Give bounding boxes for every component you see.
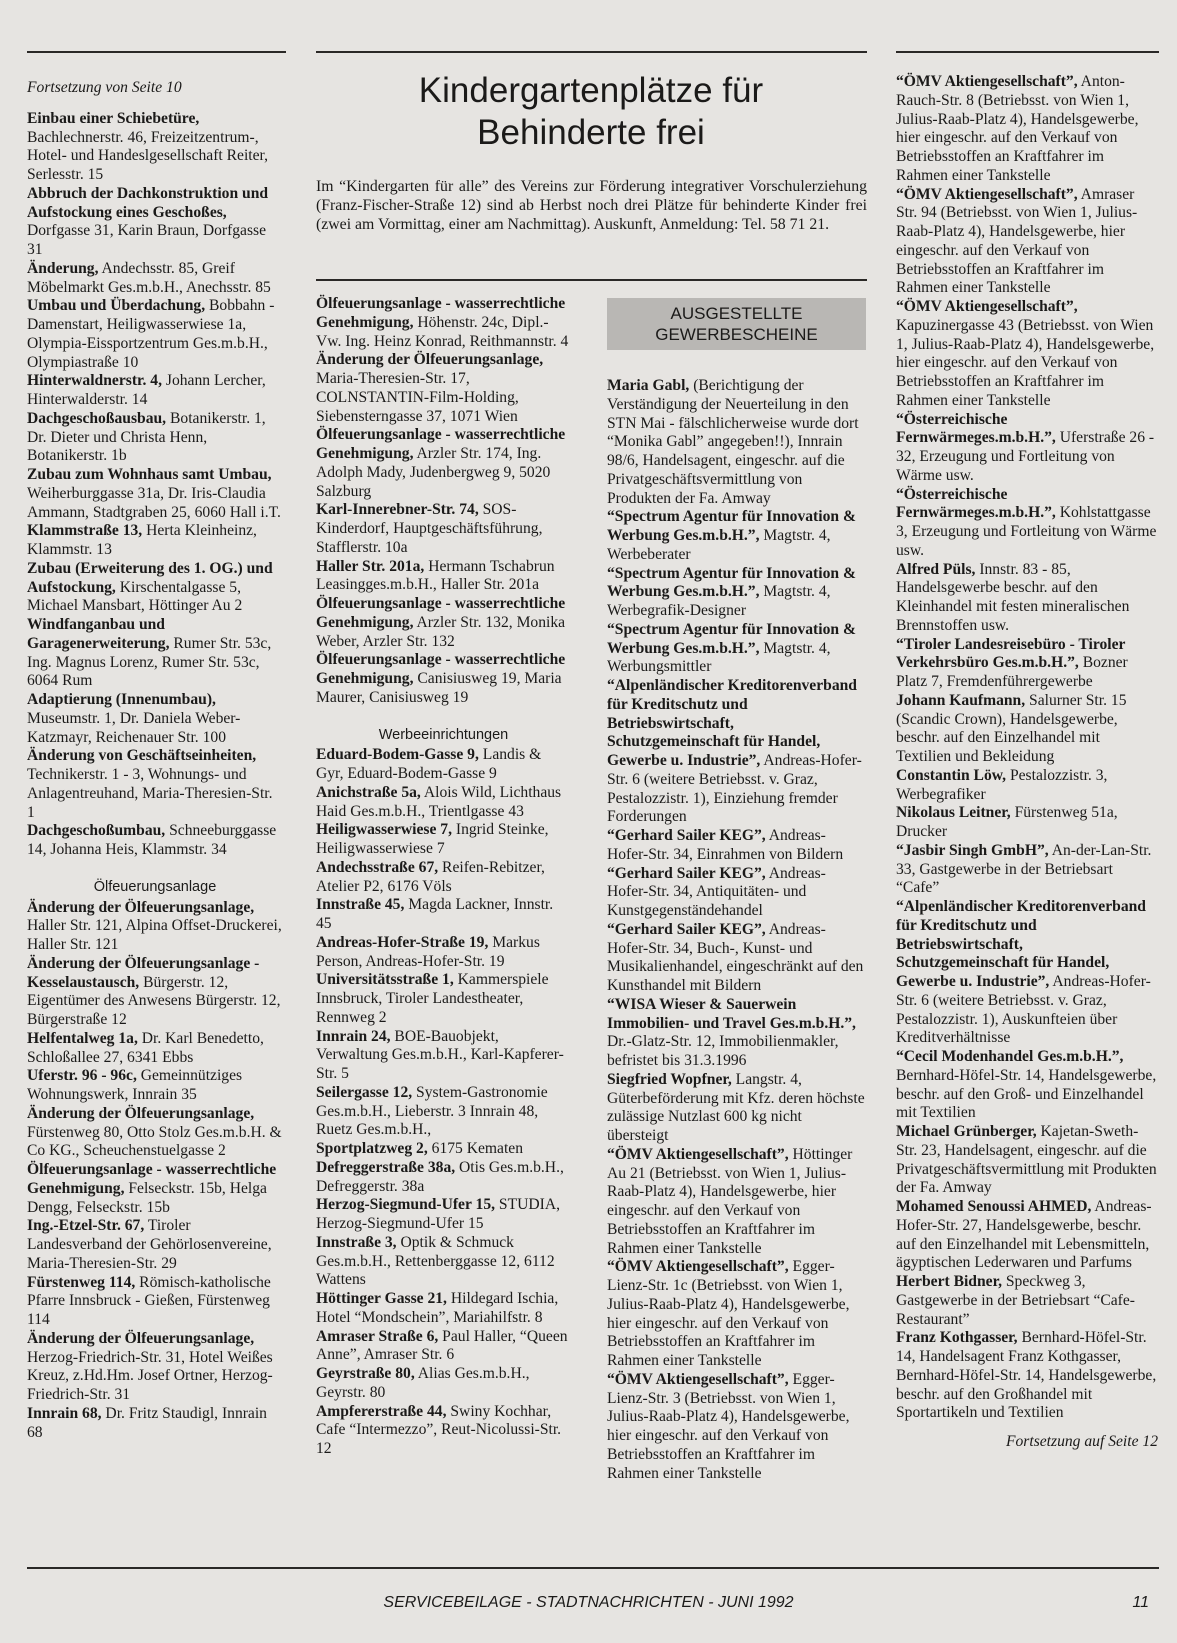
- entry-heading: Ing.-Etzel-Str. 67,: [27, 1217, 145, 1235]
- entry-text: Höhenstr. 24c, Dipl.-Vw. Ing. Heinz Konrad, Reithmannstr. 4: [316, 313, 569, 350]
- entry-heading: Alfred Püls,: [896, 560, 976, 578]
- entry-heading: Karl-Innerebner-Str. 74,: [316, 501, 479, 519]
- listing-entry: [896, 1198, 1158, 1273]
- listing-entry: [896, 298, 1158, 411]
- article-intro: Im “Kindergarten für alle” des Vereins zur Förderung integrativer Vorschulerziehung (Franz-Fischer-Straße 12) sind ab Herbst noch drei Plätze für behinderte Kinder frei (zwei am Vormittag, einer am Nachmittag). Auskunft, Anmeldung: Tel. 58 71 21.: [316, 178, 867, 233]
- listing-entry: [27, 616, 283, 691]
- listing-entry: [896, 73, 1158, 186]
- entry-text: Gemeinnütziges Wohnungswerk, Innrain 35: [27, 1067, 243, 1103]
- entry-text: Canisiusweg 19, Maria Maurer, Canisiusweg 19: [316, 670, 562, 706]
- entry-text: Felseckstr. 15b, Helga Dengg, Felseckstr. 15b: [27, 1179, 267, 1216]
- listing-entry: [896, 1123, 1158, 1198]
- entry-text: Andreas-Hofer-Str. 6 (weitere Betriebsst. v. Graz, Pestalozzistr. 1), Einziehung fremder Forderungen: [607, 752, 862, 826]
- entry-text: Langstr. 4, Güterbeförderung mit Kfz. deren höchste zulässige Nutzlast 600 kg nicht übersteigt: [607, 1070, 865, 1144]
- listing-entry: [607, 621, 867, 677]
- entry-text: Weiherburggasse 31a, Dr. Iris-Claudia Ammann, Stadtgraben 25, 6060 Hall i.T.: [27, 484, 281, 521]
- listing-entry: [607, 677, 867, 827]
- entry-heading: “Gerhard Sailer KEG”,: [607, 920, 766, 938]
- listing-entry: [27, 185, 283, 260]
- entry-heading: Einbau einer Schiebetüre,: [27, 109, 200, 127]
- entry-heading: Innstraße 3,: [316, 1233, 397, 1251]
- entry-text: Egger-Lienz-Str. 1c (Betriebsst. von Wien 1, Julius-Raab-Platz 4), Handelsgewerbe, hier eingeschr. auf den Verkauf von Betriebsstoffen an Kraftfahrer im Rahmen einer Tankstelle: [607, 1258, 850, 1369]
- listing-entry: [27, 955, 283, 1030]
- listing-entry: [896, 767, 1158, 805]
- listing-entry: [316, 295, 571, 351]
- entry-heading: Änderung der Ölfeuerungsanlage,: [316, 351, 544, 369]
- listing-entry: [27, 1330, 283, 1405]
- column-1: [27, 79, 283, 1442]
- listing-entry: [316, 651, 571, 707]
- entry-heading: Änderung der Ölfeuerungsanlage - Kesselaustausch,: [27, 954, 260, 991]
- listing-entry: [607, 377, 867, 508]
- listing-entry: [316, 971, 571, 1027]
- entry-text: STUDIA, Herzog-Siegmund-Ufer 15: [316, 1196, 560, 1232]
- entry-heading: Umbau und Überdachung,: [27, 297, 206, 315]
- center-divider-rule: [316, 279, 867, 281]
- entry-heading: “Spectrum Agentur für Innovation & Werbung Ges.m.b.H.”,: [607, 620, 856, 657]
- entry-text: Maria-Theresien-Str. 17, COLNSTANTIN-Film-Holding, Siebensterngasse 37, 1071 Wien: [316, 370, 519, 425]
- entry-heading: Nikolaus Leitner,: [896, 804, 1011, 822]
- listing-entry: [27, 1067, 283, 1105]
- listing-entry: [607, 921, 867, 996]
- footer-publication: SERVICEBEILAGE - STADTNACHRICHTEN - JUNI 1992: [383, 1594, 794, 1611]
- entry-heading: Innrain 24,: [316, 1027, 391, 1045]
- entry-heading: Fürstenweg 114,: [27, 1273, 136, 1291]
- entry-text: System-Gastronomie Ges.m.b.H., Lieberstr. 3 Innrain 48, Ruetz Ges.m.b.H.,: [316, 1083, 548, 1139]
- listing-entry: [316, 784, 571, 822]
- entry-text: Markus Person, Andreas-Hofer-Str. 19: [316, 933, 540, 970]
- entry-text: Römisch-katholische Pfarre Innsbruck - Gießen, Fürstenweg 114: [27, 1273, 271, 1328]
- col4-listing: [896, 73, 1158, 1423]
- listing-entry: [896, 692, 1158, 767]
- entry-heading: “Alpenländischer Kreditorenverband für Kreditschutz und Betriebswirtschaft, Schutzgemeinschaft für Handel, Gewerbe u. Industrie”,: [896, 898, 1146, 990]
- entry-heading: Uferstr. 96 - 96c,: [27, 1067, 137, 1085]
- top-rule-col4: [896, 51, 1159, 53]
- column-4: [896, 73, 1158, 1452]
- bottom-rule: [27, 1567, 1159, 1569]
- entry-text: Landis & Gyr, Eduard-Bodem-Gasse 9: [316, 746, 542, 782]
- listing-entry: [896, 486, 1158, 561]
- entry-text: An-der-Lan-Str. 33, Gastgewerbe in der Betriebsart “Cafe”: [896, 841, 1152, 897]
- entry-text: Johann Lercher, Hinterwalderstr. 14: [27, 372, 266, 408]
- entry-heading: Innstraße 45,: [316, 896, 405, 914]
- listing-entry: [316, 1084, 571, 1140]
- entry-heading: “Spectrum Agentur für Innovation & Werbung Ges.m.b.H.”,: [607, 564, 856, 601]
- entry-heading: Universitätsstraße 1,: [316, 971, 454, 989]
- entry-heading: “Gerhard Sailer KEG”,: [607, 864, 766, 882]
- listing-entry: [607, 1146, 867, 1259]
- entry-heading: Herbert Bidner,: [896, 1273, 1002, 1290]
- entry-text: Kapuzinergasse 43 (Betriebsst. von Wien 1, Julius-Raab-Platz 4), Handelsgewerbe, hier eingeschr. auf den Verkauf von Betriebsstoffen an Kraftfahrer im Rahmen einer Tankstelle: [896, 316, 1155, 409]
- top-rule-col1: [27, 51, 286, 53]
- listing-entry: [896, 842, 1158, 898]
- entry-heading: Zubau (Erweiterung des 1. OG.) und Aufstockung,: [27, 559, 273, 596]
- listing-entry: [27, 1030, 283, 1068]
- entry-heading: Ölfeuerungsanlage - wasserrechtliche Genehmigung,: [316, 595, 566, 631]
- entry-text: Hildegard Ischia, Hotel “Mondschein”, Mariahilfstr. 8: [316, 1290, 559, 1326]
- listing-entry: [896, 804, 1158, 842]
- listing-entry: [316, 1196, 571, 1234]
- entry-heading: “Gerhard Sailer KEG”,: [607, 827, 766, 844]
- listing-entry: [316, 558, 571, 596]
- title-line-1: Kindergartenplätze für: [418, 71, 764, 110]
- entry-text: Höttinger Au 21 (Betriebsst. von Wien 1, Julius-Raab-Platz 4), Handelsgewerbe, hier eingeschr. auf den Verkauf von Betriebsstoffen an Kraftfahrer im Rahmen einer Tankstelle: [607, 1145, 853, 1257]
- listing-entry: [316, 1140, 571, 1159]
- entry-heading: “Jasbir Singh GmbH”,: [896, 841, 1049, 859]
- entry-text: Dr. Fritz Staudigl, Innrain 68: [27, 1404, 267, 1441]
- listing-entry: [27, 1161, 283, 1217]
- entry-text: Bernhard-Höfel-Str. 14, Handelsgewerbe, beschr. auf den Groß- und Einzelhandel mit Textilien: [896, 1066, 1157, 1122]
- entry-text: Dr. Karl Benedetto, Schloßallee 27, 6341 Ebbs: [27, 1029, 264, 1066]
- entry-text: Kirschentalgasse 5, Michael Mansbart, Höttinger Au 2: [27, 578, 243, 615]
- listing-entry: [607, 508, 867, 564]
- entry-heading: Hinterwaldnerstr. 4,: [27, 372, 162, 390]
- entry-heading: Helfentalweg 1a,: [27, 1029, 138, 1047]
- entry-heading: Amraser Straße 6,: [316, 1327, 439, 1345]
- entry-text: Magtstr. 4, Werbegrafik-Designer: [607, 583, 831, 619]
- continued-from-label: Fortsetzung von Seite 10: [27, 79, 182, 96]
- listing-entry: [607, 565, 867, 621]
- entry-text: Reifen-Rebitzer, Atelier P2, 6176 Völs: [316, 858, 545, 895]
- entry-text: Magtstr. 4, Werbeberater: [607, 527, 831, 563]
- entry-heading: “Alpenländischer Kreditorenverband für Kreditschutz und Betriebswirtschaft, Schutzgemeinschaft für Handel, Gewerbe u. Industrie”,: [607, 677, 857, 769]
- entry-text: Fürstenweg 51a, Drucker: [896, 804, 1118, 840]
- entry-text: Technikerstr. 1 - 3, Wohnungs- und Anlagentreuhand, Maria-Theresien-Str. 1: [27, 766, 273, 821]
- entry-heading: Anichstraße 5a,: [316, 783, 421, 801]
- listing-entry: [316, 859, 571, 897]
- entry-heading: Dachgeschoßausbau,: [27, 409, 167, 427]
- entry-heading: “Spectrum Agentur für Innovation & Werbung Ges.m.b.H.”,: [607, 508, 856, 544]
- entry-heading: Änderung,: [27, 259, 99, 277]
- entry-heading: Ölfeuerungsanlage - wasserrechtliche Genehmigung,: [316, 651, 566, 687]
- entry-heading: Johann Kaufmann,: [896, 691, 1026, 709]
- entry-text: Museumstr. 1, Dr. Daniela Weber-Katzmayr, Reichenauer Str. 100: [27, 709, 241, 746]
- listing-entry: [896, 636, 1158, 692]
- entry-heading: Dachgeschoßumbau,: [27, 822, 166, 840]
- entry-text: Botanikerstr. 1, Dr. Dieter und Christa Henn, Botanikerstr. 1b: [27, 409, 266, 465]
- entry-text: 6175 Kematen: [427, 1140, 524, 1157]
- entry-heading: “Österreichische Fernwärmeges.m.b.H.”,: [896, 410, 1056, 447]
- entry-text: Magtstr. 4, Werbungsmittler: [607, 639, 831, 676]
- entry-heading: Seilergasse 12,: [316, 1083, 413, 1101]
- entry-heading: “Tiroler Landesreisebüro - Tiroler Verkehrsbüro Ges.m.b.H.”,: [896, 635, 1126, 672]
- listing-entry: [607, 1371, 867, 1484]
- listing-entry: [27, 1217, 283, 1273]
- entry-text: Andreas-Hofer-Str. 34, Antiquitäten- und Kunstgegenständehandel: [607, 864, 826, 919]
- listing-entry: [607, 996, 867, 1071]
- listing-entry: [316, 501, 571, 557]
- entry-heading: Ölfeuerungsanlage - wasserrechtliche Genehmigung,: [316, 295, 566, 331]
- entry-heading: Eduard-Bodem-Gasse 9,: [316, 746, 479, 764]
- listing-entry: [27, 110, 283, 185]
- entry-heading: Andreas-Hofer-Straße 19,: [316, 933, 489, 951]
- listing-entry: [316, 896, 571, 934]
- listing-entry: [27, 522, 283, 560]
- listing-entry: [316, 821, 571, 859]
- listing-entry: [316, 1234, 571, 1290]
- listing-entry: [27, 410, 283, 466]
- gewerbescheine-badge: [607, 298, 866, 350]
- entry-text: Anton-Rauch-Str. 8 (Betriebsst. von Wien 1, Julius-Raab-Platz 4), Handelsgewerbe, hier eingeschr. auf den Verkauf von Betriebsstoffen an Kraftfahrer im Rahmen einer Tankstelle: [896, 73, 1139, 184]
- entry-heading: “ÖMV Aktiengesellschaft”,: [896, 73, 1078, 90]
- entry-text: Andreas-Hofer-Str. 27, Handelsgewerbe, beschr. auf den Einzelhandel mit Lebensmitteln, ägyptischen Lederwaren und Parfums: [896, 1198, 1152, 1272]
- entry-text: Otis Ges.m.b.H., Defreggerstr. 38a: [316, 1158, 564, 1195]
- entry-text: Kammerspiele Innsbruck, Tiroler Landestheater, Rennweg 2: [316, 971, 549, 1026]
- badge-line-1: AUSGESTELLTE: [670, 304, 803, 323]
- entry-heading: Abbruch der Dachkonstruktion und Aufstockung eines Geschoßes,: [27, 184, 269, 221]
- col2-werbe-listing: [316, 746, 571, 1459]
- listing-entry: [607, 1258, 867, 1371]
- listing-entry: [607, 1071, 867, 1146]
- entry-text: Bozner Platz 7, Fremdenführergewerbe: [896, 654, 1128, 690]
- entry-text: Optik & Schmuck Ges.m.b.H., Rettenberggasse 12, 6112 Wattens: [316, 1233, 555, 1289]
- entry-text: Haller Str. 121, Alpina Offset-Druckerei, Haller Str. 121: [27, 917, 282, 953]
- entry-heading: Siegfried Wopfner,: [607, 1070, 732, 1088]
- entry-heading: “WISA Wieser & Sauerwein Immobilien- und Travel Ges.m.b.H.”,: [607, 995, 856, 1032]
- page-number: 11: [1132, 1594, 1149, 1611]
- entry-heading: Ölfeuerungsanlage - wasserrechtliche Genehmigung,: [316, 426, 566, 462]
- entry-text: Ingrid Steinke, Heiligwasserwiese 7: [316, 821, 549, 857]
- entry-text: Andreas-Hofer-Str. 34, Buch-, Kunst- und Musikalienhandel, eingeschränkt auf den Kunsthandel mit Bildern: [607, 920, 864, 994]
- entry-text: Arzler Str. 174, Ing. Adolph Mady, Judenbergweg 9, 5020 Salzburg: [316, 445, 551, 500]
- listing-entry: [607, 865, 867, 921]
- entry-text: Salurner Str. 15 (Scandic Crown), Handelsgewerbe, beschr. auf den Einzelhandel mit Textilien und Bekleidung: [896, 691, 1127, 765]
- entry-heading: “ÖMV Aktiengesellschaft”,: [607, 1258, 789, 1276]
- entry-heading: Heiligwasserwiese 7,: [316, 821, 452, 839]
- top-rule-center: [316, 51, 867, 53]
- listing-entry: [316, 1290, 571, 1328]
- entry-text: Bernhard-Höfel-Str. 14, Handelsagent Franz Kothgasser, Bernhard-Höfel-Str. 14, Handelsgewerbe, beschr. auf den Großhandel mit Sportartikeln und Textilien: [896, 1329, 1157, 1422]
- col2-oel-listing: [316, 295, 571, 708]
- listing-entry: [316, 1028, 571, 1084]
- listing-entry: [27, 297, 283, 372]
- entry-heading: “ÖMV Aktiengesellschaft”,: [607, 1145, 789, 1163]
- entry-text: Amraser Str. 94 (Betriebsst. von Wien 1, Julius-Raab-Platz 4), Handelsgewerbe, hier eingeschr. auf den Verkauf von Betriebsstoffen an Kraftfahrer im Rahmen einer Tankstelle: [896, 185, 1138, 297]
- entry-heading: Defreggerstraße 38a,: [316, 1158, 456, 1176]
- entry-heading: Höttinger Gasse 21,: [316, 1290, 447, 1307]
- entry-heading: Änderung der Ölfeuerungsanlage,: [27, 1104, 255, 1122]
- entry-text: Dorfgasse 31, Karin Braun, Dorfgasse 31: [27, 222, 267, 258]
- listing-entry: [316, 746, 571, 784]
- listing-entry: [27, 1405, 283, 1443]
- entry-heading: “ÖMV Aktiengesellschaft”,: [896, 185, 1078, 203]
- listing-entry: [607, 827, 867, 865]
- article-title: [316, 70, 866, 154]
- entry-text: Bürgerstr. 12, Eigentümer des Anwesens Bürgerstr. 12, Bürgerstraße 12: [27, 973, 281, 1028]
- entry-heading: Änderung der Ölfeuerungsanlage,: [27, 898, 255, 916]
- entry-heading: “Cecil Modenhandel Ges.m.b.H.”,: [896, 1048, 1124, 1065]
- listing-entry: [896, 1048, 1158, 1123]
- entry-text: Dr.-Glatz-Str. 12, Immobilienmakler, befristet bis 31.3.1996: [607, 1033, 839, 1069]
- entry-heading: Adaptierung (Innenumbau),: [27, 691, 216, 708]
- continued-to-label: Fortsetzung auf Seite 12: [1005, 1433, 1158, 1450]
- entry-heading: Geyrstraße 80,: [316, 1365, 415, 1382]
- entry-heading: “Österreichische Fernwärmeges.m.b.H.”,: [896, 485, 1056, 522]
- section-heading-oelfeuerung: Ölfeuerungsanlage: [93, 878, 217, 895]
- entry-heading: Haller Str. 201a,: [316, 557, 425, 575]
- entry-heading: Maria Gabl,: [607, 377, 690, 394]
- entry-heading: Franz Kothgasser,: [896, 1329, 1018, 1347]
- entry-text: Speckweg 3, Gastgewerbe in der Betriebsart “Cafe-Restaurant”: [896, 1273, 1135, 1328]
- entry-heading: Ampfererstraße 44,: [316, 1402, 447, 1420]
- entry-heading: Andechsstraße 67,: [316, 858, 439, 876]
- listing-entry: [896, 898, 1158, 1048]
- entry-heading: Ölfeuerungsanlage - wasserrechtliche Genehmigung,: [27, 1161, 277, 1197]
- entry-text: Schneeburggasse 14, Johanna Heis, Klammstr. 34: [27, 822, 277, 858]
- listing-entry: [27, 560, 283, 616]
- listing-entry: [27, 1105, 283, 1161]
- listing-entry: [316, 351, 571, 426]
- entry-text: Tiroler Landesverband der Gehörlosenvereine, Maria-Theresien-Str. 29: [27, 1217, 272, 1272]
- entry-heading: Änderung der Ölfeuerungsanlage,: [27, 1329, 255, 1347]
- entry-text: Alias Ges.m.b.H., Geyrstr. 80: [316, 1365, 530, 1401]
- entry-text: Alois Wild, Lichthaus Haid Ges.m.b.H., Trientlgasse 43: [316, 783, 562, 820]
- entry-heading: Innrain 68,: [27, 1404, 102, 1422]
- listing-entry: [27, 899, 283, 955]
- listing-entry: [896, 1329, 1158, 1423]
- listing-entry: [27, 822, 283, 860]
- entry-text: Magda Lackner, Innstr. 45: [316, 896, 554, 932]
- col1-listing: [27, 110, 283, 860]
- entry-text: Kajetan-Sweth-Str. 23, Handelsagent, eingeschr. auf die Privatgeschäftsvermittlung mit Produkten der Fa. Amway: [896, 1123, 1157, 1197]
- entry-text: Uferstraße 26 - 32, Erzeugung und Fortleitung von Wärme usw.: [896, 429, 1155, 484]
- entry-heading: Änderung von Geschäftseinheiten,: [27, 747, 257, 765]
- listing-entry: [27, 372, 283, 410]
- listing-entry: [27, 1274, 283, 1330]
- listing-entry: [316, 1328, 571, 1366]
- title-line-2: Behinderte frei: [477, 113, 705, 152]
- entry-text: Bachlechnerstr. 46, Freizeitzentrum-, Hotel- und Handeslgesellschaft Reiter, Serlesstr. 15: [27, 128, 269, 183]
- listing-entry: [316, 934, 571, 972]
- entry-text: Pestalozzistr. 3, Werbegrafiker: [896, 766, 1108, 803]
- column-2: [316, 295, 571, 1459]
- entry-text: Andreas-Hofer-Str. 6 (weitere Betriebsst. v. Graz, Pestalozzistr. 1), Auskunfteien über Kreditverhältnisse: [896, 973, 1151, 1047]
- listing-entry: [27, 747, 283, 822]
- entry-heading: Mohamed Senoussi AHMED,: [896, 1198, 1092, 1215]
- entry-text: Egger-Lienz-Str. 3 (Betriebsst. von Wien 1, Julius-Raab-Platz 4), Handelsgewerbe, hier eingeschr. auf den Verkauf von Betriebsstoffen an Kraftfahrer im Rahmen einer Tankstelle: [607, 1370, 850, 1482]
- entry-text: Andechsstr. 85, Greif Möbelmarkt Ges.m.b.H., Anechsstr. 85: [27, 259, 271, 296]
- listing-entry: [27, 260, 283, 298]
- entry-text: Kohlstattgasse 3, Erzeugung und Fortleitung von Wärme usw.: [896, 504, 1157, 559]
- listing-entry: [896, 411, 1158, 486]
- entry-heading: “ÖMV Aktiengesellschaft”,: [896, 298, 1078, 315]
- listing-entry: [896, 561, 1158, 636]
- entry-text: Paul Haller, “Queen Anne”, Amraser Str. 6: [316, 1327, 568, 1364]
- badge-line-2: GEWERBESCHEINE: [655, 325, 818, 344]
- entry-text: Innstr. 83 - 85, Handelsgewerbe beschr. auf den Kleinhandel mit festen mineralischen Brennstoffen usw.: [896, 560, 1130, 634]
- section-heading-werbeeinrichtungen: Werbeeinrichtungen: [378, 726, 509, 743]
- entry-text: Herzog-Friedrich-Str. 31, Hotel Weißes Kreuz, z.Hd.Hm. Josef Ortner, Herzog-Friedrich-Str. 31: [27, 1348, 273, 1403]
- entry-text: Arzler Str. 132, Monika Weber, Arzler Str. 132: [316, 613, 566, 650]
- entry-text: SOS-Kinderdorf, Hauptgeschäftsführung, Stafflerstr. 10a: [316, 501, 543, 556]
- listing-entry: [27, 691, 283, 747]
- entry-heading: Sportplatzweg 2,: [316, 1140, 428, 1157]
- entry-heading: Windfanganbau und Garagenerweiterung,: [27, 616, 170, 652]
- entry-text: Hermann Tschabrun Leasingges.m.b.H., Haller Str. 201a: [316, 557, 555, 594]
- entry-heading: Klammstraße 13,: [27, 522, 143, 540]
- col1-oel-listing: [27, 899, 283, 1443]
- entry-heading: Zubau zum Wohnhaus samt Umbau,: [27, 466, 272, 483]
- listing-entry: [896, 1273, 1158, 1329]
- entry-text: (Berichtigung der Verständigung der Neuerteilung in den STN Mai - fälschlicherweise wurde dort “Monika Gabl” angegeben!!), Innrain 98/6, Handelsagent, eingeschr. auf die Privatgeschäftsvermittlung von Produkten der Fa. Amway: [607, 377, 859, 507]
- entry-text: Andreas-Hofer-Str. 34, Einrahmen von Bildern: [607, 827, 844, 863]
- entry-text: Rumer Str. 53c, Ing. Magnus Lorenz, Rumer Str. 53c, 6064 Rum: [27, 634, 272, 690]
- entry-text: BOE-Bauobjekt, Verwaltung Ges.m.b.H., Karl-Kapferer-Str. 5: [316, 1027, 564, 1082]
- entry-text: Herta Kleinheinz, Klammstr. 13: [27, 522, 257, 558]
- listing-entry: [316, 1159, 571, 1197]
- page-footer: [0, 1594, 1177, 1618]
- entry-text: Bobbahn - Damenstart, Heiligwasserwiese 1a, Olympia-Eissportzentrum Ges.m.b.H., Olympiastraße 10: [27, 297, 275, 371]
- column-3: [607, 377, 867, 1483]
- entry-heading: Michael Grünberger,: [896, 1123, 1037, 1140]
- listing-entry: [27, 466, 283, 522]
- listing-entry: [896, 186, 1158, 299]
- entry-heading: Constantin Löw,: [896, 766, 1007, 784]
- listing-entry: [316, 426, 571, 501]
- listing-entry: [316, 1403, 571, 1459]
- entry-heading: Herzog-Siegmund-Ufer 15,: [316, 1196, 496, 1214]
- entry-text: Swiny Kochhar, Cafe “Intermezzo”, Reut-Nicolussi-Str. 12: [316, 1402, 562, 1457]
- entry-heading: “ÖMV Aktiengesellschaft”,: [607, 1370, 789, 1388]
- listing-entry: [316, 1365, 571, 1403]
- listing-entry: [316, 595, 571, 651]
- entry-text: Fürstenweg 80, Otto Stolz Ges.m.b.H. & Co KG., Scheuchenstuelgasse 2: [27, 1123, 282, 1160]
